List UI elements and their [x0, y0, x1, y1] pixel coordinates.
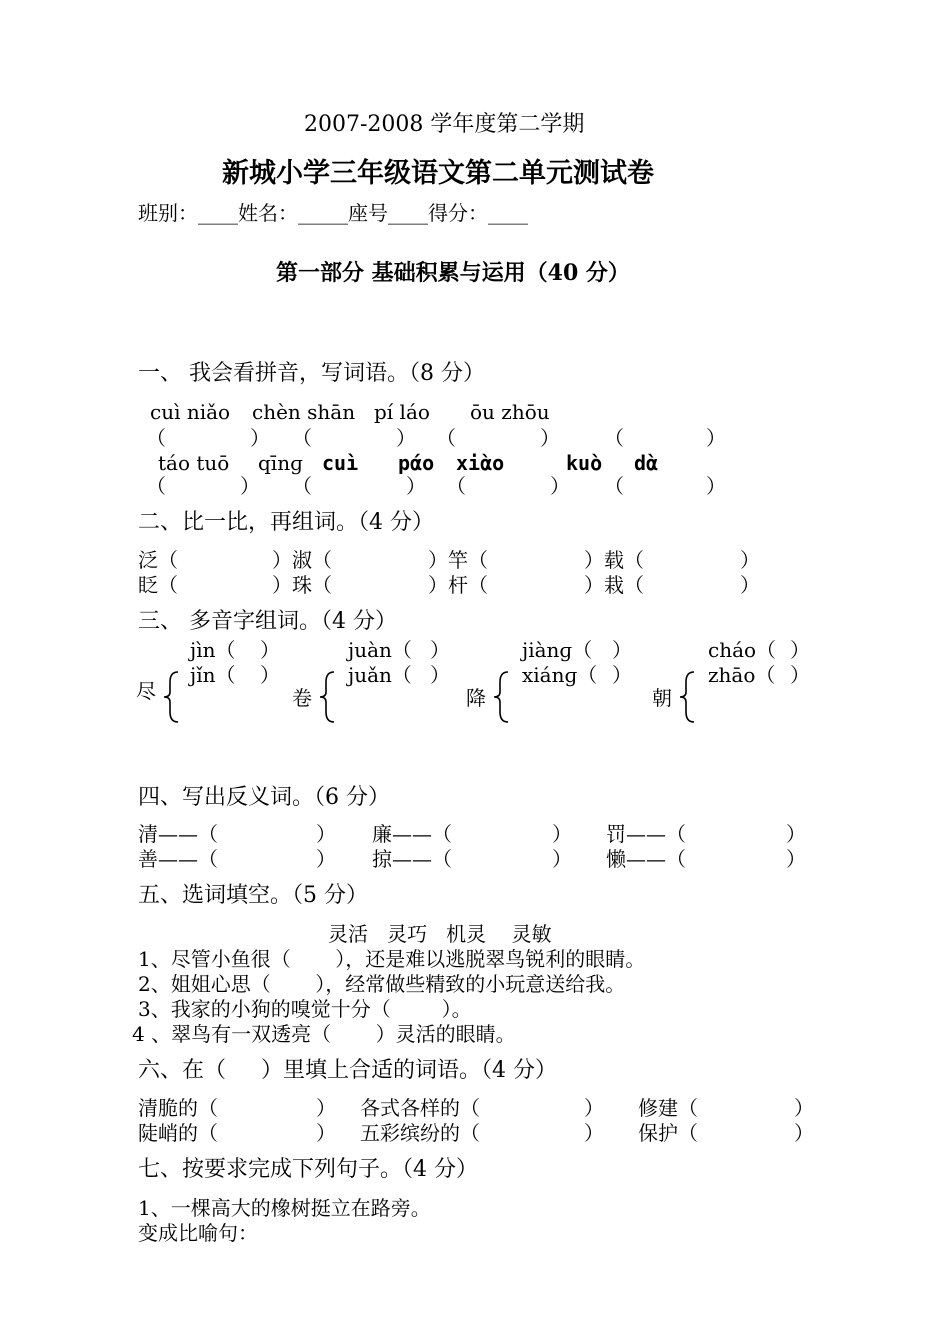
paren-close: ）	[406, 474, 426, 498]
sentence-requirement: 变成比喻句：	[138, 1221, 258, 1245]
section1-title: 一、 我会看拼音，写词语。（8 分）	[138, 361, 485, 386]
antonym-cell: 罚——（	[606, 822, 686, 846]
section2-title: 二、比一比，再组词。（4 分）	[138, 510, 434, 535]
pinyin-cui-niao: cuì niǎo	[150, 400, 231, 424]
paren-close: ）	[240, 474, 260, 498]
fill-item-3: 3、我家的小狗的嗅觉十分（ ）。	[138, 997, 472, 1021]
paren-open: （	[146, 426, 166, 450]
char-juan: 卷	[292, 686, 312, 710]
reading-juan3: juǎn（	[348, 663, 412, 687]
word-bank: 灵活 灵巧 机灵 灵敏	[328, 922, 552, 946]
antonym-cell: 善——（	[138, 847, 218, 871]
section6-title: 六、在（ ）里填上合适的词语。（4 分）	[138, 1058, 557, 1083]
fill-word-cell: 保护（	[638, 1121, 698, 1145]
pinyin-xiao: xiὰo	[456, 451, 505, 475]
section7-title: 七、按要求完成下列句子。（4 分）	[138, 1157, 478, 1182]
sentence-item-1: 1、一棵高大的橡树挺立在路旁。	[138, 1196, 431, 1220]
paren-open: （	[146, 474, 166, 498]
fill-word-cell: ）	[794, 1096, 814, 1120]
reading-chao2: cháo（	[708, 638, 777, 662]
compare-cell: ）	[740, 573, 760, 597]
pinyin-tao-tuo: táo tuō	[158, 451, 230, 475]
antonym-cell: 懒——（	[606, 847, 686, 871]
exam-title: 新城小学三年级语文第二单元测试卷	[222, 158, 654, 189]
paren-open: （	[604, 426, 624, 450]
section5-title: 五、选词填空。（5 分）	[138, 883, 368, 908]
antonym-cell: 清——（	[138, 822, 218, 846]
antonym-cell: ）	[552, 822, 572, 846]
reading-zhao1: zhāo（	[708, 663, 776, 687]
pinyin-ou-zhou: ōu zhōu	[470, 400, 550, 424]
fill-word-cell: 陡峭的（	[138, 1121, 218, 1145]
fill-word-cell: 五彩缤纷的（	[360, 1121, 480, 1145]
antonym-cell: 廉——（	[372, 822, 452, 846]
paren-close: ）	[260, 663, 280, 687]
part-one-title: 第一部分 基础积累与运用（40 分）	[276, 260, 630, 286]
paren-close: ）	[706, 474, 726, 498]
compare-cell: ）载（	[584, 548, 644, 572]
term-line: 2007-2008 学年度第二学期	[304, 112, 585, 137]
char-jiang: 降	[466, 686, 486, 710]
char-chao: 朝	[652, 686, 672, 710]
pinyin-chen-shan: chèn shān	[252, 400, 356, 424]
antonym-cell: ）	[316, 847, 336, 871]
fill-word-cell: ）	[794, 1121, 814, 1145]
antonym-cell: ）	[552, 847, 572, 871]
fill-word-cell: ）	[316, 1121, 336, 1145]
fill-word-cell: 各式各样的（	[360, 1096, 480, 1120]
paren-open: （	[436, 426, 456, 450]
fill-item-4: 4 、翠鸟有一双透亮（ ）灵活的眼睛。	[132, 1022, 516, 1046]
fill-word-cell: 清脆的（	[138, 1096, 218, 1120]
compare-cell: ）珠（	[272, 573, 332, 597]
compare-cell: ）栽（	[584, 573, 644, 597]
pinyin-pi-lao: pí láo	[374, 400, 430, 424]
compare-cell: ）竿（	[428, 548, 488, 572]
pinyin-da: dὰ	[634, 451, 659, 475]
compare-cell: ）淑（	[272, 548, 332, 572]
paren-open: （	[446, 474, 466, 498]
reading-jin3: jǐn（	[190, 663, 236, 687]
pinyin-qing: qīnɡ	[258, 451, 303, 475]
fill-item-2: 2、姐姐心思（ ），经常做些精致的小玩意送给我。	[138, 972, 626, 996]
fill-word-cell: 修建（	[638, 1096, 698, 1120]
antonym-cell: ）	[316, 822, 336, 846]
paren-close: ）	[790, 638, 810, 662]
char-jin: 尽	[136, 679, 156, 703]
paren-close: ）	[396, 426, 416, 450]
reading-jiang4: jiànɡ（	[522, 638, 593, 662]
pinyin-cui: cuì	[322, 451, 359, 475]
section4-title: 四、写出反义词。（6 分）	[138, 785, 390, 810]
pinyin-pao: pάo	[398, 451, 435, 475]
brace-icon	[492, 670, 512, 724]
paren-close: ）	[550, 474, 570, 498]
compare-cell: ）杆（	[428, 573, 488, 597]
paren-close: ）	[612, 663, 632, 687]
brace-icon	[678, 670, 698, 724]
reading-jin4: jìn（	[190, 638, 236, 662]
fill-word-cell: ）	[584, 1096, 604, 1120]
brace-icon	[318, 670, 338, 724]
section3-title: 三、 多音字组词。（4 分）	[138, 609, 397, 634]
paren-close: ）	[430, 663, 450, 687]
paren-close: ）	[540, 426, 560, 450]
paren-open: （	[292, 474, 312, 498]
fill-word-cell: ）	[316, 1096, 336, 1120]
paren-close: ）	[430, 638, 450, 662]
pinyin-kuo: kuὸ	[566, 451, 603, 475]
reading-juan4: juàn（	[348, 638, 412, 662]
fill-word-cell: ）	[584, 1121, 604, 1145]
compare-cell: 眨（	[138, 573, 178, 597]
antonym-cell: ）	[786, 847, 806, 871]
paren-close: ）	[790, 663, 810, 687]
compare-cell: ）	[740, 548, 760, 572]
paren-close: ）	[260, 638, 280, 662]
paren-open: （	[292, 426, 312, 450]
paren-close: ）	[612, 638, 632, 662]
paren-open: （	[604, 474, 624, 498]
reading-xiang2: xiánɡ（	[522, 663, 598, 687]
student-info-line: 班别：____姓名：_____座号____得分：____	[138, 201, 528, 225]
antonym-cell: 掠——（	[372, 847, 452, 871]
brace-icon	[162, 670, 182, 724]
antonym-cell: ）	[786, 822, 806, 846]
fill-item-1: 1、尽管小鱼很（ ），还是难以逃脱翠鸟锐利的眼睛。	[138, 947, 646, 971]
paren-close: ）	[706, 426, 726, 450]
paren-close: ）	[250, 426, 270, 450]
compare-cell: 泛（	[138, 548, 178, 572]
